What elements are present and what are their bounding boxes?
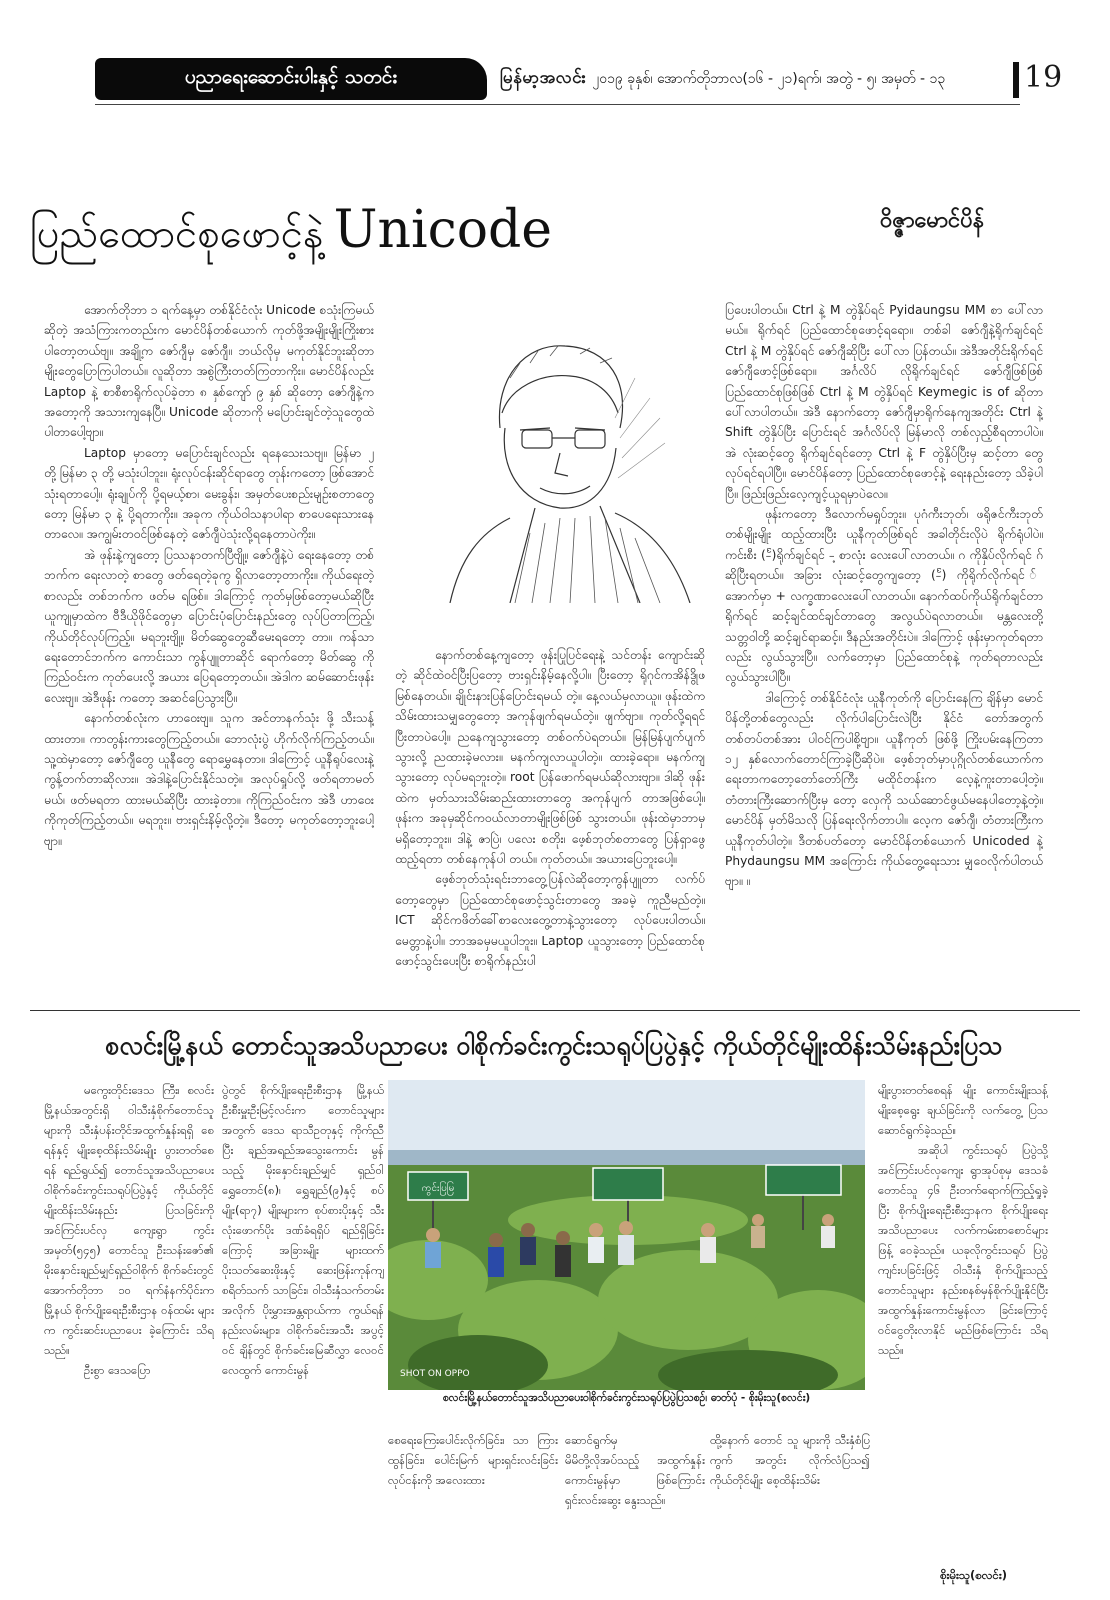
cotton-field-photo: [388, 1080, 865, 1390]
section-title: ပညာရေးဆောင်းပါးနှင့် သတင်း: [184, 66, 398, 88]
paragraph: နောက်တစ်နေ့ကျတော့ ဖုန်းပြုပြင်ရေးနဲ့ သင်တန်း ကျောင်းဆိုတဲ့ ဆိုင်ထဲဝင်ပြီးပြတော့ ဗားရှင်းနိမ့်နေလို့ပါ။ ပြီးတော့ ရိုဂုင်ကအိန်ဒွိုဖမြစ်နေတယ်။ ချိုင်းနားပြန်ပြောင်းရမယ် တဲ့။ နေ့လယ်မှလာယူ။ ဖုန်းထဲက သိမ်းထားသမျှတွေတော့ အကုန်ဖျက်ရမယ်တဲ့။ ဖျက်ဗျာ။ ကုတ်လို့ရရင်ပြီးတာပဲပေါ့။ ညနေကျသွားတော့ တစ်ဝက်ပဲရတယ်။ မြန်မြန်ပျက်ပျက်သွားလို့ ညထားခဲ့မလား။ မနက်ကျလာယူပါတဲ့။ ထားခဲ့ရော။ မနက်ကျ သွားတော့ လုပ်မရဘူးတဲ့။ root ပြန်ဖောက်ရမယ်ဆိုလားဗျာ။ ဒါဆို ဖုန်းထဲက မှတ်သားသိမ်းဆည်းထားတာတွေ အကုန်ပျက် တာအဖြစ်ပေါ့။ ဖုန်းက အခုမှဆိုင်ကဝယ်လာတာမျိုးဖြစ်ဖြစ် သွားတယ်။ ဖုန်းထဲမှာဘာမှ မရှိတော့ဘူး။ ဒါနဲ့ ဇာပြဲ၊ ပလေး စတိုး၊ ဖေ့စ်ဘုတ်စတာတွေ ပြန်ရှာဖွေထည့်ရတာ တစ်နေကုန်ပါ တယ်။ ကုတ်တယ်။ အယားပြေဘူးပေါ့။: [395, 648, 705, 867]
byline: ဝိဇ္ဇာမောင်ပိန်: [880, 208, 985, 233]
paragraph: ဆောင်ရွက်မှ: [565, 1433, 618, 1447]
page-number: 19: [1024, 60, 1063, 95]
paragraph: ထို့နောက် တောင် သူ များကို သီးနှံစံပြကွက် အတွင်း လိုက်လံပြသ၍ ကိုယ်တိုင်မျိုး စေ့ထိန်းသိမ်း: [710, 1433, 870, 1487]
paragraph: မျိုးပွားတတ်စေရန် မျိုး ကောင်းမျိုးသန့် မျိုးစေ့ရွေး ချယ်ခြင်းကို လက်တွေ့ ပြသ ဆောင်ရွက်ခဲ့သည်။: [878, 1083, 1048, 1137]
paragraph: မကွေးတိုင်းဒေသ ကြီး၊ စလင်းမြို့နယ်အတွင်းရှိ ဝါသီးနှံစိုက်တောင်သူများကို သီးနှံပန်းတိုင်အထွက်နှုန်းရရှိ စေရန်နှင့် မျိုးစေ့ထိန်းသိမ်းမျိုး ပွားတတ်စေရန် ရည်ရွယ်၍ တောင်သူအသိပညာပေး ဝါစိုက်ခင်းကွင်းသရုပ်ပြပွဲနှင့် ကိုယ်တိုင်မျိုးထိန်းသိမ်းနည်း ပြသခြင်းကို အင်ကြင်းပင်လှ ကျေးရွာ ကွင်းအမှတ်(၅၄၅) တောင်သူ ဦးသန်းဇော်၏ မိုးနှောင်းချည်မျှင်ရှည်ဝါစိုက် စိုက်ခင်းတွင် အောက်တိုဘာ ၁၀ ရက်နံနက်ပိုင်းက မြို့နယ် စိုက်ပျိုးရေးဦးစီးဌာန ဝန်ထမ်း များက ကွင်းဆင်းပညာပေး ခဲ့ကြောင်း သိရသည်။: [44, 1083, 214, 1357]
paragraph: ပြပေးပါတယ်။ Ctrl နဲ့ M တွဲနှိပ်ရင် Pyidaungsu MM စာ ပေါ်လာမယ်။ ရိုက်ရင် ပြည်ထောင်စုဖောင့်ရရော။ တစ်ခါ ဇော်ဂျီနဲ့ရိုက်ချင်ရင် Ctrl နဲ့ M တွဲနှိပ်ရင် ဇော်ဂျီဆိုပြီး ပေါ်လာ ပြန်တယ်။ အဲဒီအတိုင်းရိုက်ရင် ဇော်ဂျီဖောင့်ဖြစ်ရော။ အင်္ဂလိပ် လိုရိုက်ချင်ရင် ဇော်ဂျီဖြစ်ဖြစ် ပြည်ထောင်စုဖြစ်ဖြစ် Ctrl နဲ့ M တွဲနှိပ်ရင် Keymegic is of ဆိုတာ ပေါ်လာပါတယ်။ အဲဒီ နောက်တော့ ဇော်ဂျီမှာရိုက်နေကျအတိုင်း Ctrl နဲ့ Shift တွဲနှိပ်ပြီး ပြောင်းရင် အင်္ဂလိပ်လို မြန်မာလို တစ်လှည့်စီရတာပါပဲ။ အဲ လုံးဆင့်တွေ ရိုက်ချင်ရင်တော့ Ctrl နဲ့ F တွဲနှိပ်ပြီးမှ ဆင့်တာ တွေ လုပ်ရင်ရပါပြီ။ မောင်ပိန်တော့ ပြည်ထောင်စုဖောင့်နဲ့ ရေးနည်းတော့ သိခဲ့ပါပြီ။ ဖြည်းဖြည်းလေ့ကျင့်ယူရမှာပဲလေ။: [725, 303, 1043, 501]
article-column-2: [395, 645, 705, 1005]
paragraph: ဖေ့စ်ဘုတ်သုံးရင်းဘာတွေ့ပြန်လဲဆိုတော့ကွန်ပျူတာ လက်ပ်တော့တွေမှာ ပြည်ထောင်စုဖောင့်သွင်းတာတွေ အခမဲ့ ကူညီမည်တဲ့။ ICT ဆိုင်ကဖိတ်ခေါ်စာလေးတွေ့တာနဲ့သွားတော့ လုပ်ပေးပါတယ်။ မေတ္တာနဲ့ပါ။ ဘာအခမှမယူပါဘူး။ Laptop ယူသွားတော့ ပြည်ထောင်စုဖောင့်သွင်းပေးပြီး စာရိုက်နည်းပါ: [395, 872, 705, 969]
news-column-under-photo-2: [565, 1430, 705, 1580]
photo-caption: စလင်းမြို့နယ်တောင်သူအသိပညာပေးဝါစိုက်ခင်းကွင်းသရုပ်ပြပွဲပြသစဉ်၊ ဓာတ်ပုံ - စိုးမိုးသူ(စလင်း): [442, 1392, 811, 1404]
article-column-1: [44, 300, 374, 1005]
article-title-mm: ပြည်ထောင်စုဖောင့်နဲ့: [30, 211, 324, 257]
news-column-under-photo-1: [388, 1430, 558, 1580]
article-title-latin: Unicode: [333, 200, 553, 260]
signboard-label: ကွင်းပြမြ: [421, 1183, 455, 1194]
paragraph: ဦးစွာ ဒေသပြော: [84, 1363, 151, 1377]
news-title: စလင်းမြို့နယ် တောင်သူအသိပညာပေး ဝါစိုက်ခင်းကွင်းသရုပ်ပြပွဲနှင့် ကိုယ်တိုင်မျိုးထိန်းသိမ်းနည်းပြသ: [105, 1031, 1003, 1060]
issue-date: ၂၀၁၉ ခုနှစ်၊ အောက်တိုဘာလ(၁၆ - ၂၁)ရက်၊ အတွဲ - ၅၊ အမှတ် - ၁၃: [592, 70, 946, 87]
author-portrait-sketch: [440, 318, 695, 603]
news-column-1: [44, 1080, 214, 1580]
news-column-3: [878, 1080, 1048, 1580]
reporter-signature: စိုးမိုးသူ(စလင်း): [940, 1568, 1008, 1582]
paragraph: ပွဲတွင် စိုက်ပျိုးရေးဦးစီးဌာန မြို့နယ် ဦးစီးမှူးဦးမြင့်လင်းက တောင်သူများအတွက် ဒေသ ရာသီဥတုနှင့် ကိုက်ညီပြီး ချည်အရည်အသွေးကောင်း မွန်သည့် မိုးနှောင်းချည်မျှင် ရှည်ဝါ ရွှေတောင်(၈)၊ ရွှေချည်(၉)နှင့် စပ်မျိုး(ရာ၇) မျိုးများက စုပ်စားပိုးနှင့် သီးလုံးဖောက်ပိုး ဒဏ်ခံရရှိပ် ရည်ရှိခြင်းကြောင့် အခြားမျိုး များထက် ပိုးသတ်ဆေးဖိုးနှင့် ဆေးဖြန်းကုန်ကျ စရိတ်သက် သာခြင်း၊ ဝါသီးနှံသက်တမ်း အလိုက် ပိုးမွှားအန္တရာယ်ကာ ကွယ်ရန် နည်းလမ်းများ၊ ဝါစိုက်ခင်းအသီး အပွင့်ဝင် ချိန်တွင် စိုက်ခင်းမြေဆီလွှာ လေဝင်လေထွက် ကောင်းမွန်: [222, 1083, 384, 1377]
news-column-2: [222, 1080, 384, 1580]
article-separator: [30, 1010, 1080, 1011]
masthead: [500, 58, 1020, 100]
photo-watermark: SHOT ON OPPO: [400, 1369, 470, 1379]
paragraph: မိမိတို့လိုအပ်သည့် အထွက်နှုန်းကောင်းမွန်မှာ ဖြစ်ကြောင်း ရှင်းလင်းဆွေး နွေးသည်။: [565, 1453, 705, 1507]
page-number-bar: [1013, 62, 1019, 98]
paragraph: ဒါကြောင့် တစ်နိုင်ငံလုံး ယူနီကုတ်ကို ပြောင်းနေကြ ချိန်မှာ မောင်ပိန်တို့တစ်တွေလည်း လိုက်ပါပြောင်းလဲပြီး နိုင်ငံ တော်အတွက် တစ်တပ်တစ်အား ပါဝင်ကြပါစို့ဗျာ။ ယူနီကုတ် ဖြစ်ဖို့ ကြိုးပမ်းနေကြတာ ၁၂ နှစ်လောက်တောင်ကြာခဲ့ပြီဆိုပဲ။ ဖေ့စ်ဘုတ်မှာပုဂ္ဂိုလ်တစ်ယောက်က ရေးတာကတော့တော်တော်ကြီး မထိုင်တန်းက လေ့နဲ့ကူးတာပေါ့တဲ့။ တံတားကြီးဆောက်ပြီးမှ တော့ လှေကို သယ်ဆောင်ဖွယ်မနေပါတော့နဲ့တဲ့။ မောင်ပိန် မှတ်မိသလို ပြန်ရေးလိုက်တာပါ။ လေ့က ဇော်ဂျီ၊ တံတားကြီးက ယူနီကုတ်ပါတဲ့။ ဒီတစ်ပတ်တော့ မောင်ပိန်တစ်ယောက် Unicoded နဲ့ Phydaungsu MM အကြောင်း ကိုယ်တွေ့ရေးသား မျှဝေလိုက်ပါတယ်ဗျာ။ ။: [725, 690, 1043, 889]
header-rule: [95, 104, 1020, 105]
article-title: [30, 200, 552, 267]
news-column-under-photo-3: [710, 1430, 870, 1580]
paragraph: ဖုန်းကတော့ ဒီလောက်မရှုပ်ဘူး။ ပုဂံကီးဘုတ်၊ ဖရိုဇင်ကီးဘုတ် တစ်မျိုးမျိုး ထည့်ထားပြီး ယူနီကုတ်ဖြစ်ရင် အခါတိုင်းလိုပဲ ရိုက်ရုံပါပဲ။ ကင်းစီး (-ႅ)ရိုက်ချင်ရင် -့ စာလုံး လေးပေါ်လာတယ်။ ဂ ကိုနှိပ်လိုက်ရင် ဂ် ဆိုပြီးရတယ်။ အခြား လုံးဆင့်တွေကျတော့ (-ႅ) ကိုရိုက်လိုက်ရင် ် အောက်မှာ + လက္ခဏာလေးပေါ်လာတယ်။ နောက်ထပ်ကိုယ်ရိုက်ချင်တာ ရိုက်ရင် ဆင့်ချင်ထင်ချင်တာတွေ အလွယ်ပဲရလာတယ်။ မန္တလေးတို့ သတ္တဝါတို့ ဆင့်ချင်ရာဆင့်။ ဒီနည်းအတိုင်းပဲ။ ဒါကြောင့် ဖုန်းမှာကုတ်ရတာလည်း လွယ်သွားပြီ။ လက်တော့မှာ ပြည်ထောင်စုနဲ့ ကုတ်ရတာလည်း လွယ်သွားပါပြီ။: [725, 507, 1043, 685]
section-banner: [95, 58, 487, 100]
article-column-3: [725, 300, 1043, 1005]
paragraph: အောက်တိုဘာ ၁ ရက်နေ့မှာ တစ်နိုင်ငံလုံး Unicode စသုံးကြမယ်ဆိုတဲ့ အသံကြားကတည်းက မောင်ပိန်တစ်ယောက် ကုတ်ဖို့အမျိုးမျိုးကြိုးစားပါတော့တယ်ဗျ။ အချို့က ဇော်ဂျီမှ ဇော်ဂျီ။ ဘယ်လိုမှ မကုတ်နိုင်ဘူးဆိုတာမျိုးတွေပြောကြပါတယ်။ လူဆိုတာ အစွဲကြီးတတ်ကြတာကိုး။ မောင်ပိန်လည်း Laptop နဲ့ စာစီစာရိုက်လုပ်ခဲ့တာ ၈ နှစ်ကျော် ၉ နှစ် ဆိုတော့ ဇော်ဂျီနဲ့က အတော့ကို အသားကျနေပြီ။ Unicode ဆိုတာကို မပြောင်းချင်တဲ့သူတွေထဲပါတာပေါ့ဗျာ။: [44, 303, 374, 440]
paragraph: အဲ ဖုန်းနဲ့ကျတော့ ပြဿနာတက်ပြီဗျို့။ ဇော်ဂျီနဲ့ပဲ ရေးနေတော့ တစ်ဘက်က ရေးလာတဲ့ စာတွေ ဖတ်ရေတဲ့ခုကွ ရှိလာတော့တာကိုး။ ကိုယ်ရေးတဲ့စာလည်း တစ်ဘက်က ဖတ်မ ရဖြစ်။ ဒါကြောင့် ကုတ်မှဖြစ်တော့မယ်ဆိုပြီး ယူကျုမှာထဲက ဗီဒီယိုဖိုင်တွေမှာ ပြောင်းပုံပြောင်းနည်းတွေ လုပ်ပြတာကြည့်၊ ကိုယ်တိုင်လုပ်ကြည့်။ မရဘူးဗျို့။ မိတ်ဆွေတွေဆီမေးရတော့ တာ။ ကန်သာရေးတောင်ဘက်က ကောင်းသာ ကွန်ပျူတာဆိုင် ရောက်တော့ မိတ်ဆွေ ကိုကြည်ဝင်းက ကုတ်ပေးလို့ အယား ပြေရတော့တယ်။ အဲဒါက ဆမ်ဆောင်းဖုန်းလေးဗျ။ အဲဒီဖုန်း ကတော့ အဆင်ပြေသွားပြီ။: [44, 547, 374, 705]
paragraph: နောက်တစ်လုံးက ဟာဝေးဗျ။ သူက အင်တာနက်သုံး ဖို့ သီးသန့်ထားတာ။ ကာတွန်းကားတွေကြည့်တယ်။ ဘောလုံးပွဲ ဟိုက်လိုက်ကြည့်တယ်။ သူ့ထဲမှာတော့ ဇော်ဂျီတွေ ယူနီတွေ ရောမွှေနေတာ။ ဒါကြောင့် ယူနီရုပ်လေးနဲ့ကွန့်တက်တာဆိုလား။ အဲဒါနဲ့ပြောင်းနိုင်သတဲ့။ အလုပ်ရှုပ်လို့ ဖတ်ရတာမတ်မယ်၊ ဖတ်မရတာ ထားမယ်ဆိုပြီး ထားခဲ့တာ။ ကိုကြည်ဝင်းက အဲဒီ ဟာဝေးကိုကုတ်ကြည့်တယ်။ မရဘူး။ ဗားရှင်းနိမ့်လို့တဲ့။ ဒီတော့ မကုတ်တော့ဘူးပေါ့ဗျာ။: [44, 711, 374, 848]
paragraph: Laptop မှာတော့ မပြောင်းချင်လည်း ရနေသေးသဗျ။ မြန်မာ ၂ တို့ မြန်မာ ၃ တို့ မသုံးပါဘူး။ ရုံးလုပ်ငန်းဆိုင်ရာတွေ တုန်းကတော့ ဖြစ်အောင်သုံးရတာပေါ့။ ရုံးချုပ်ကို ပို့ရမယ့်စာ၊ မေးခွန်း၊ အမှတ်ပေးစည်းမျဉ်းစတာတွေတော့ မြန်မာ ၃ နဲ့ ပို့ရတာကိုး။ အခုက ကိုယ်ဝါသနာပါရာ စာပေရေးသားနေတာလေ။ အကျွမ်းတဝင်ဖြစ်နေတဲ့ ဇော်ဂျီပဲသုံးလို့ရနေတာပဲကိုး။: [44, 445, 374, 542]
paragraph: စေရေးကြေးပေါင်းလိုက်ခြင်း၊ သာ ကြားထွန်ခြင်း၊ ပေါင်းမြက် များရှင်းလင်းခြင်းလုပ်ငန်းကို အလေးထား: [388, 1433, 558, 1487]
paragraph: အဆိုပါ ကွင်းသရုပ် ပြပွဲသို့ အင်ကြင်းပင်လှကျေး ရွာအုပ်စုမှ ဒေသခံတောင်သူ ၄၆ ဦးတက်ရောက်ကြည့်ရှုခဲ့ ပြီး စိုက်ပျိုးရေးဦးစီးဌာနက စိုက်ပျိုးရေး အသိပညာပေး လက်ကမ်းစာစောင်များဖြန့် ဝေခဲ့သည်။ ယခုလိုကွင်းသရုပ် ပြပွဲကျင်းပခြင်းဖြင့် ဝါသီးနှံ စိုက်ပျိုးသည့် တောင်သူများ နည်းစနစ်မှန်စိုက်ပျိုးနိုင်ပြီး အထွက်နှုန်းကောင်းမွန်လာ ခြင်းကြောင့် ဝင်ငွေတိုးလာနိုင် မည်ဖြစ်ကြောင်း သိရသည်။: [878, 1143, 1048, 1357]
masthead-logo: မြန်မာ့အလင်း: [500, 67, 587, 88]
